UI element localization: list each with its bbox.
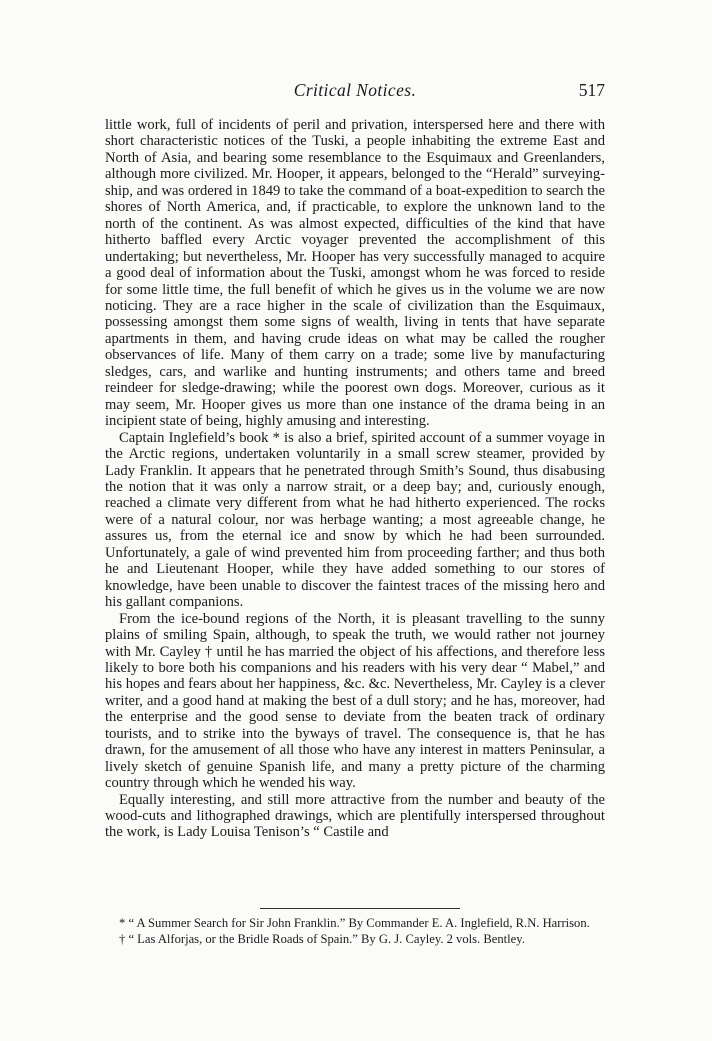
paragraph-tenison: Equally interesting, and still more attractive from the number and beauty of the wood-cuts and lithographed drawings, which are plentifully interspersed throughout the work, is Lady Louisa Tenison’s “ Castile and [105,791,605,841]
paragraph-cayley-spain: From the ice-bound regions of the North, it is pleasant travelling to the sunny plains of smiling Spain, although, to speak the truth, we would rather not journey with Mr. Cayley † until he has married the object of his affections, and therefore less likely to bore both his companions and his readers with his very dear “ Mabel,” and his hopes and fears about her happiness, &c. &c. Nevertheless, Mr. Cayley is a clever writer, and a good hand at making the best of a dull story; and he has, moreover, had the enterprise and the good sense to deviate from the beaten track of ordinary tourists, and to strike into the byways of travel. The consequence is, that he has drawn, for the amusement of all those who have any interest in matters Peninsular, a lively sketch of genuine Spanish life, and many a pretty picture of the charming country through which he wended his way. [105,610,605,792]
running-header [105,80,605,106]
footnotes [105,916,605,947]
paragraph-hooper-tuski: little work, full of incidents of peril and privation, interspersed here and there with short characteristic notices of the Tuski, a people inhabiting the extreme East and North of Asia, and bearing some resemblance to the Esquimaux and Greenlanders, although more civilized. Mr. Hooper, it appears, belonged to the “Herald” surveying-ship, and was ordered in 1849 to take the command of a boat-expedition to search the shores of North America, and, if practicable, to explore the unknown land to the north of the continent. As was almost expected, difficulties of the kind that have hitherto baffled every Arctic voyager prevented the accomplishment of this undertaking; but nevertheless, Mr. Hooper has very successfully managed to acquire a good deal of information about the Tuski, amongst whom he was forced to reside for some little time, the full benefit of which he gives us in the volume we are now noticing. They are a race higher in the scale of civilization than the Esquimaux, possessing amongst them some signs of wealth, living in tents that have separate apartments in them, and having crude ideas on what may be called the rougher observances of life. Many of them carry on a trade; some live by manufacturing sledges, cars, and warlike and hunting instruments; and others tame and breed reindeer for sledge-drawing; while the poorest own dogs. Moreover, curious as it may seem, Mr. Hooper gives us more than one instance of the drama being in an incipient state of being, highly amusing and interesting. [105,117,605,430]
footnote-divider [260,908,460,909]
paragraph-inglefield: Captain Inglefield’s book * is also a brief, spirited account of a summer voyage in the Arctic regions, undertaken voluntarily in a small screw steamer, provided by Lady Franklin. It appears that he penetrated through Smith’s Sound, thus disabusing the notion that it was only a narrow strait, or a deep bay; and, curiously enough, reached a climate very different from what he had hitherto experienced. The rocks were of a natural colour, nor was herbage wanting; a most agreeable change, he assures us, from the eternal ice and snow by which he had been surrounded. Unfortunately, a gale of wind prevented him from proceeding farther; and thus both he and Lieutenant Hooper, while they have added something to our stores of knowledge, have been unable to discover the faintest traces of the missing hero and his gallant companions. [105,429,605,611]
running-title: Critical Notices. [293,80,417,100]
body-text [105,117,605,841]
footnote-asterisk: * “ A Summer Search for Sir John Franklin.” By Commander E. A. Inglefield, R.N. Harrison. [119,916,590,930]
footnote-dagger: † “ Las Alforjas, or the Bridle Roads of Spain.” By G. J. Cayley. 2 vols. Bentley. [119,931,525,946]
page-number: 517 [578,80,605,100]
